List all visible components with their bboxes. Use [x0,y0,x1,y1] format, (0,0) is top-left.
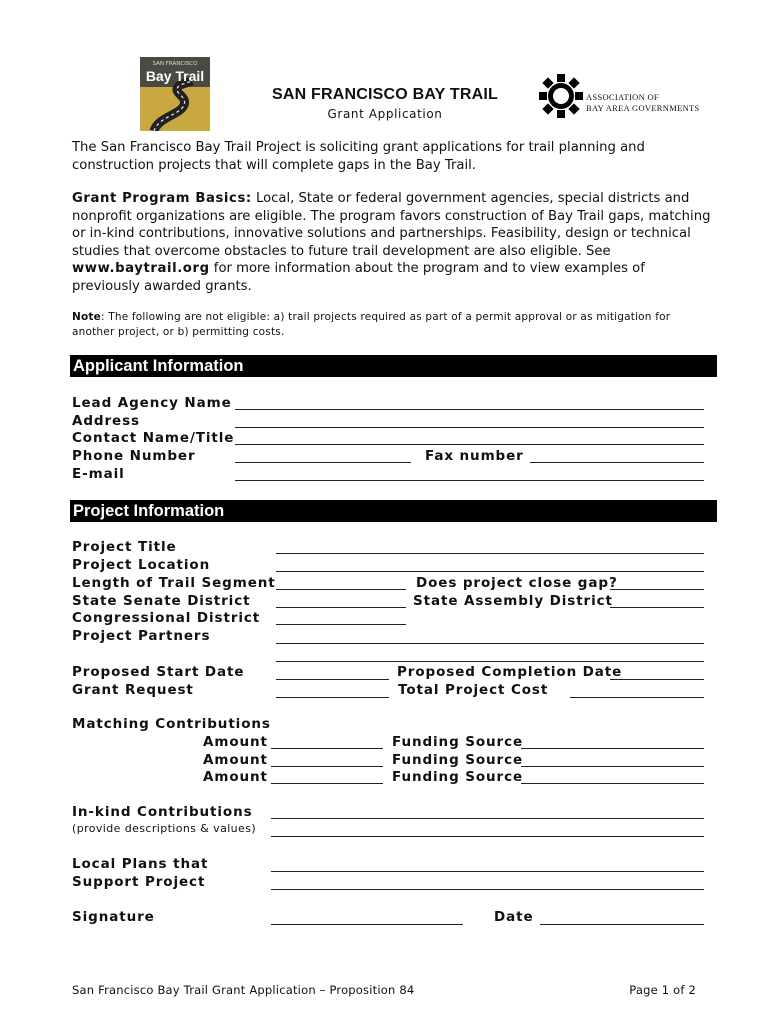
date-label: Date [494,909,534,925]
project-partners-field-1[interactable] [276,643,704,644]
basics-label: Grant Program Basics: [72,191,252,206]
note-label: Note [72,311,101,323]
amount-label-2: Amount [203,752,268,768]
completion-date-field[interactable] [610,679,704,680]
note-text: : The following are not eligible: a) trail projects required as part of a permit approval or as mitigation for another project, or b) permitting costs. [72,311,671,338]
footer-title: San Francisco Bay Trail Grant Application – Proposition 84 [72,983,415,997]
address-label: Address [72,413,140,429]
basics-text-2: for more information about the program and to view examples of previously awarded grants. [72,261,645,294]
close-gap-label: Does project close gap? [416,575,618,591]
amount-field-2[interactable] [271,766,383,767]
project-title-field[interactable] [276,553,704,554]
project-location-field[interactable] [276,571,704,572]
completion-date-label: Proposed Completion Date [397,664,623,680]
total-cost-field[interactable] [570,697,704,698]
logo-main-text: Bay Trail [145,68,205,84]
abag-line-1: ASSOCIATION OF [586,92,659,102]
abag-line-2: BAY AREA GOVERNMENTS [586,103,700,113]
amount-field-3[interactable] [271,783,383,784]
project-title-label: Project Title [72,539,177,555]
basics-text-1: Local, State or federal government agencies, special districts and nonprofit organizations are eligible. The program favors construction of Bay Trail gaps, matching or in-kind contributions, innovative solutions and partnerships. Feasibility, design or technical studies that overcome obstacles to future trail development are also eligible. See [72,191,711,259]
inkind-hint: (provide descriptions & values) [72,822,257,835]
inkind-field-2[interactable] [271,836,704,837]
trail-length-field[interactable] [276,589,406,590]
applicant-section-header: Applicant Information [70,355,717,377]
project-partners-field-2[interactable] [276,661,704,662]
local-plans-field-2[interactable] [271,889,704,890]
congressional-district-field[interactable] [276,624,406,625]
bay-trail-logo [140,57,210,131]
intro-paragraph: The San Francisco Bay Trail Project is soliciting grant applications for trail planning and construction projects that will complete gaps in the Bay Trail. [72,140,645,173]
abag-logo-icon [539,74,583,118]
page-title: SAN FRANCISCO BAY TRAIL [272,86,498,103]
funding-source-field-2[interactable] [521,766,704,767]
amount-label-3: Amount [203,769,268,785]
page-subtitle: Grant Application [327,107,443,121]
note-paragraph [72,310,712,340]
funding-source-label-2: Funding Source [392,752,524,768]
phone-label: Phone Number [72,448,196,464]
email-field[interactable] [235,480,704,481]
date-field[interactable] [540,924,704,925]
signature-field[interactable] [271,924,463,925]
basics-paragraph [72,190,712,295]
inkind-field-1[interactable] [271,818,704,819]
funding-source-label-1: Funding Source [392,734,524,750]
contact-label: Contact Name/Title [72,430,235,446]
local-plans-field-1[interactable] [271,871,704,872]
project-location-label: Project Location [72,557,211,573]
trail-length-label: Length of Trail Segment [72,575,276,591]
congressional-district-label: Congressional District [72,610,261,626]
amount-label-1: Amount [203,734,268,750]
amount-field-1[interactable] [271,748,383,749]
address-field[interactable] [235,427,704,428]
abag-name [586,92,700,114]
contact-field[interactable] [235,444,704,445]
close-gap-field[interactable] [610,589,704,590]
assembly-district-label: State Assembly District [413,593,613,609]
start-date-label: Proposed Start Date [72,664,245,680]
phone-field[interactable] [235,462,411,463]
fax-field[interactable] [530,462,704,463]
inkind-label: In-kind Contributions [72,804,253,820]
grant-request-field[interactable] [276,697,389,698]
local-plans-label-1: Local Plans that [72,856,209,872]
signature-label: Signature [72,909,155,925]
funding-source-field-3[interactable] [521,783,704,784]
lead-agency-field[interactable] [235,409,704,410]
funding-source-label-3: Funding Source [392,769,524,785]
logo-top-text: SAN FRANCISCO [152,61,198,67]
total-cost-label: Total Project Cost [398,682,549,698]
project-partners-label: Project Partners [72,628,211,644]
email-label: E-mail [72,466,125,482]
senate-district-field[interactable] [276,607,406,608]
page-number: Page 1 of 2 [629,983,696,997]
baytrail-link[interactable]: www.baytrail.org [72,261,210,276]
local-plans-label-2: Support Project [72,874,206,890]
fax-label: Fax number [425,448,524,464]
project-section-header: Project Information [70,500,717,522]
funding-source-field-1[interactable] [521,748,704,749]
senate-district-label: State Senate District [72,593,251,609]
assembly-district-field[interactable] [610,607,704,608]
lead-agency-label: Lead Agency Name [72,395,232,411]
start-date-field[interactable] [276,679,389,680]
matching-contributions-label: Matching Contributions [72,716,271,732]
grant-request-label: Grant Request [72,682,194,698]
